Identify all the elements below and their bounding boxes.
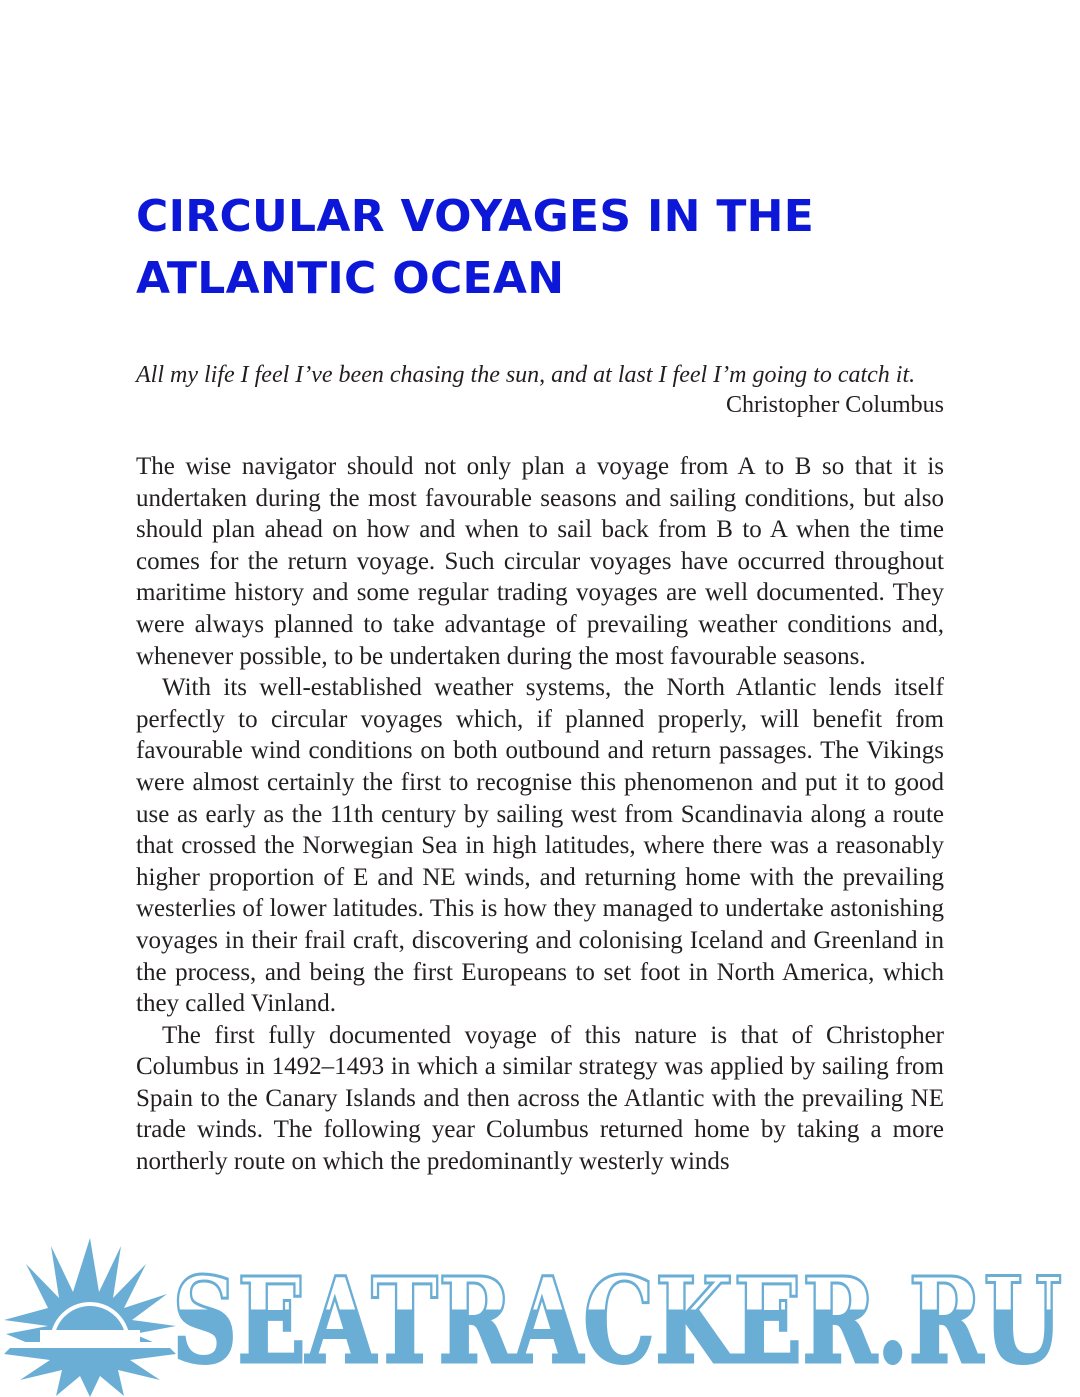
epigraph bbox=[136, 360, 944, 420]
sun-icon bbox=[4, 1238, 176, 1397]
epigraph-author: Christopher Columbus bbox=[725, 392, 944, 418]
watermark bbox=[0, 1230, 1080, 1397]
chapter-title: CIRCULAR VOYAGES IN THE ATLANTIC OCEAN bbox=[136, 191, 815, 304]
body-text bbox=[136, 451, 944, 1178]
epigraph-quote: All my life I feel I’ve been chasing the sun, and at last I feel I’m going to catch it. bbox=[136, 362, 916, 388]
paragraph: The wise navigator should not only plan a voyage from A to B so that it is undertaken during the most favourable seasons and sailing conditions, but also should plan ahead on how and when to sail back from B to A when the time comes for the return voyage. Such circular voyages have occurred throughout maritime history and some regular trading voyages are well documented. They were always planned to take advantage of prevailing weather conditions and, whenever possible, to be undertaken during the most favourable seasons. bbox=[136, 453, 944, 670]
watermark-text: SEATRACKER.RU bbox=[172, 1251, 1062, 1390]
paragraph: With its well-established weather systems, the North Atlantic lends itself perfectly to circular voyages which, if planned properly, will benefit from favourable wind conditions on both outbound and return passages. The Vikings were almost certainly the first to recognise this phenomenon and put it to good use as early as the 11th century by sailing west from Scandinavia along a route that crossed the Norwegian Sea in high latitudes, where there was a reasonably higher proportion of E and NE winds, and returning home with the prevailing westerlies of lower latitudes. This is how they managed to undertake astonishing voyages in their frail craft, discovering and colonising Iceland and Greenland in the process, and being the first Europeans to set foot in North America, which they called Vinland. bbox=[136, 674, 944, 1018]
paragraph: The first fully documented voyage of this nature is that of Christopher Columbus in 1492–1493 in which a similar strategy was applied by sailing from Spain to the Canary Islands and then across the Atlantic with the prevailing NE trade winds. The following year Columbus returned home by taking a more northerly route on which the predominantly westerly winds bbox=[136, 1021, 944, 1176]
watermark-graphic bbox=[0, 1230, 1080, 1397]
